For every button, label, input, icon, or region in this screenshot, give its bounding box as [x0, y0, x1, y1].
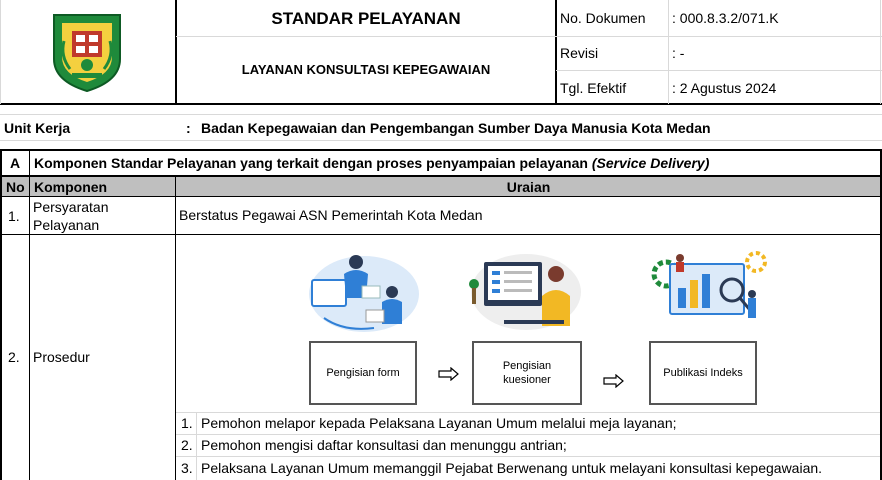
row-1-uraian: Berstatus Pegawai ASN Pemerintah Kota Medan — [179, 207, 483, 223]
section-title-italic: (Service Delivery) — [591, 155, 710, 171]
divider — [0, 0, 1, 104]
row-1-komponen-line1: Persyaratan — [33, 199, 109, 215]
flow-step-2-line2: kuesioner — [503, 374, 551, 386]
divider — [176, 456, 880, 457]
divider — [0, 196, 882, 197]
divider — [176, 412, 880, 413]
consultation-illustration — [304, 244, 422, 336]
divider — [196, 412, 197, 480]
divider — [176, 36, 556, 37]
procedure-3-num: 3. — [181, 460, 193, 476]
unit-label: Unit Kerja — [4, 120, 71, 136]
divider — [175, 0, 177, 104]
row-1-komponen-line2: Pelayanan — [33, 217, 100, 233]
row-2-no: 2. — [8, 349, 20, 365]
col-header-no: No — [6, 179, 25, 195]
section-title-text: Komponen Standar Pelayanan yang terkait dengan proses penyampaian pelayanan — [34, 155, 592, 171]
arrow-right-icon — [603, 374, 625, 388]
divider — [556, 36, 882, 37]
row-2-komponen: Prosedur — [33, 349, 90, 365]
index-publication-illustration — [644, 244, 768, 330]
col-header-uraian: Uraian — [506, 179, 551, 195]
divider — [0, 114, 882, 115]
doc-number-label: No. Dokumen — [560, 10, 646, 26]
flow-step-2-line1: Pengisian — [502, 360, 552, 372]
procedure-3-text: Pelaksana Layanan Umum memanggil Pejabat Berwenang untuk melayani konsultasi kepegawaian. — [201, 460, 823, 476]
divider — [176, 434, 880, 435]
unit-value: Badan Kepegawaian dan Pengembangan Sumber Daya Manusia Kota Medan — [201, 120, 711, 136]
revision-value: : - — [672, 45, 685, 61]
page-title: STANDAR PELAYANAN — [271, 9, 461, 28]
divider — [668, 0, 669, 104]
procedure-2-num: 2. — [181, 437, 193, 453]
col-header-komponen: Komponen — [34, 179, 108, 195]
row-1-no: 1. — [8, 208, 20, 224]
divider — [556, 70, 882, 71]
flow-step-publish-index — [649, 341, 757, 405]
unit-colon: : — [186, 120, 191, 136]
flow-step-1-text: Pengisian form — [326, 367, 400, 379]
doc-number-value: : 000.8.3.2/071.K — [672, 10, 779, 26]
page-subtitle: LAYANAN KONSULTASI KEPEGAWAIAN — [241, 62, 491, 77]
procedure-2-text: Pemohon mengisi daftar konsultasi dan menunggu antrian; — [201, 437, 567, 453]
questionnaire-illustration — [464, 244, 584, 334]
flow-step-fill-questionnaire — [472, 341, 582, 405]
divider — [880, 0, 881, 104]
divider — [0, 140, 882, 141]
divider — [0, 103, 882, 105]
divider — [0, 234, 882, 235]
section-letter: A — [10, 155, 21, 171]
section-title — [34, 155, 709, 171]
arrow-right-icon — [438, 367, 460, 381]
revision-label: Revisi — [560, 45, 599, 61]
kota-medan-logo — [50, 11, 124, 93]
effective-date-label: Tgl. Efektif — [560, 80, 627, 96]
divider — [0, 149, 882, 151]
header-block — [0, 0, 882, 104]
procedure-1-num: 1. — [181, 415, 193, 431]
procedure-1-text: Pemohon melapor kepada Pelaksana Layanan Umum melalui meja layanan; — [201, 415, 677, 431]
divider — [29, 149, 30, 480]
divider — [0, 149, 2, 480]
flow-step-3-text: Publikasi Indeks — [663, 367, 743, 379]
effective-date-value: : 2 Agustus 2024 — [672, 80, 777, 96]
divider — [555, 0, 557, 104]
flow-step-fill-form — [309, 341, 417, 405]
